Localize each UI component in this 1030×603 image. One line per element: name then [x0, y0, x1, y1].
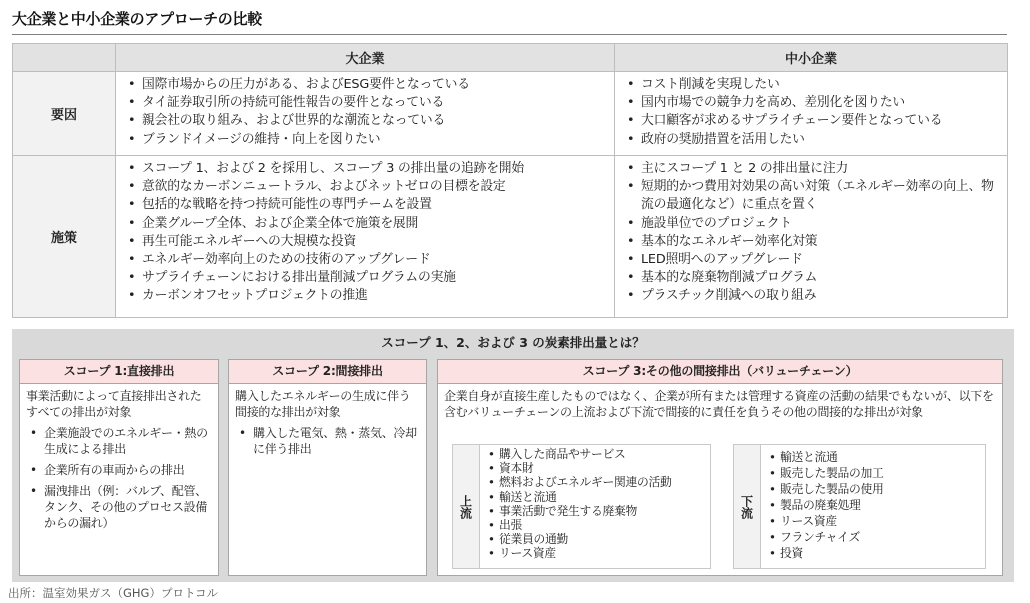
list-item: • 輸送と流通 [499, 490, 704, 504]
scope3-heading: スコープ 3:その他の間接排出（バリューチェーン） [438, 360, 1002, 384]
source-note: 出所：温室効果ガス（GHG）プロトコル [8, 586, 219, 600]
drivers-sme-list [621, 76, 1001, 149]
list-item: • 大口顧客が求めるサプライチェーン要件となっている [641, 112, 1001, 130]
scope1-list [20, 425, 218, 531]
list-item: • 購入した商品やサービス [499, 447, 704, 461]
scope1-card [19, 359, 219, 576]
list-item: • ブランドイメージの維持・向上を図りたい [142, 131, 608, 149]
list-item: • 企業施設でのエネルギー・熱の生成による排出 [44, 425, 212, 457]
table-row-drivers [13, 72, 1008, 156]
list-item: • 企業グループ全体、および企業全体で施策を展開 [142, 215, 608, 233]
list-item: • 国際市場からの圧力がある、およびESG要件となっている [142, 76, 608, 94]
downstream-box [733, 444, 986, 569]
list-item: • 包括的な戦略を持つ持続可能性の専門チームを設置 [142, 196, 608, 214]
list-item: • 国内市場での競争力を高め、差別化を図りたい [641, 94, 1001, 112]
list-item: • コスト削減を実現したい [641, 76, 1001, 94]
measures-large-list [122, 160, 608, 306]
measures-sme-cell [615, 156, 1008, 318]
list-item: • プラスチック削減への取り組み [641, 287, 1001, 305]
list-item: • 購入した電気、熱・蒸気、冷却に伴う排出 [253, 425, 420, 457]
list-item: • 燃料およびエネルギー関連の活動 [499, 475, 704, 489]
list-item: • 販売した製品の使用 [780, 481, 979, 497]
header-sme: 中小企業 [615, 44, 1008, 72]
list-item: • 施設単位でのプロジェクト [641, 215, 1001, 233]
row-label-measures: 施策 [13, 156, 116, 318]
list-item: • LED照明へのアップグレード [641, 251, 1001, 269]
list-item: • 短期的かつ費用対効果の高い対策（エネルギー効率の向上、物流の最適化など）に重点を置く [641, 178, 1001, 214]
list-item: • サプライチェーンにおける排出量削減プログラムの実施 [142, 269, 608, 287]
list-item: • エネルギー効率向上のための技術のアップグレード [142, 251, 608, 269]
measures-sme-list [621, 160, 1001, 306]
list-item: • 主にスコープ 1 と 2 の排出量に注力 [641, 160, 1001, 178]
list-item: • 販売した製品の加工 [780, 465, 979, 481]
list-item: • 出張 [499, 518, 704, 532]
upstream-list [453, 445, 710, 561]
scope2-description: 購入したエネルギーの生成に伴う間接的な排出が対象 [235, 389, 411, 419]
list-item: • 基本的な廃棄物削減プログラム [641, 269, 1001, 287]
list-item: • リース資産 [499, 546, 704, 560]
drivers-large-cell [116, 72, 615, 156]
measures-large-cell [116, 156, 615, 318]
list-item: • 漏洩排出（例：バルブ、配管、タンク、その他のプロセス設備からの漏れ） [44, 483, 212, 531]
list-item: • 投資 [780, 545, 979, 561]
scope2-heading: スコープ 2:間接排出 [229, 360, 426, 384]
drivers-sme-cell [615, 72, 1008, 156]
header-corner [13, 44, 116, 72]
title-divider [12, 34, 1007, 35]
list-item: • 意欲的なカーボンニュートラル、およびネットゼロの目標を設定 [142, 178, 608, 196]
list-item: • 事業活動で発生する廃棄物 [499, 504, 704, 518]
list-item: • タイ証券取引所の持続可能性報告の要件となっている [142, 94, 608, 112]
list-item: • 再生可能エネルギーへの大規模な投資 [142, 233, 608, 251]
page-title: 大企業と中小企業のアプローチの比較 [12, 10, 262, 28]
scope2-card [228, 359, 427, 576]
header-large: 大企業 [116, 44, 615, 72]
drivers-large-list [122, 76, 608, 149]
list-item: • 企業所有の車両からの排出 [44, 462, 212, 478]
downstream-list [734, 445, 985, 561]
list-item: • 親会社の取り組み、および世界的な潮流となっている [142, 112, 608, 130]
list-item: • リース資産 [780, 513, 979, 529]
table-header-row [13, 44, 1008, 72]
scope1-description: 事業活動によって直接排出されたすべての排出が対象 [26, 389, 202, 419]
scope3-description: 企業自身が直接生産したものではなく、企業が所有または管理する資産の活動の結果でもないが、以下を含むバリューチェーンの上流および下流で間接的に責任を負うその他の間接的な排出が対象 [444, 389, 994, 419]
comparison-table [12, 43, 1008, 318]
list-item: • 基本的なエネルギー効率化対策 [641, 233, 1001, 251]
list-item: • 従業員の通勤 [499, 532, 704, 546]
upstream-label: 上流 [453, 445, 480, 568]
upstream-box [452, 444, 711, 569]
list-item: • スコープ 1、および 2 を採用し、スコープ 3 の排出量の追跡を開始 [142, 160, 608, 178]
list-item: • 政府の奨励措置を活用したい [641, 131, 1001, 149]
list-item: • 資本財 [499, 461, 704, 475]
table-row-measures [13, 156, 1008, 318]
list-item: • 輸送と流通 [780, 449, 979, 465]
scope1-heading: スコープ 1:直接排出 [20, 360, 218, 384]
downstream-label: 下流 [734, 445, 761, 568]
list-item: • カーボンオフセットプロジェクトの推進 [142, 287, 608, 305]
list-item: • 製品の廃棄処理 [780, 497, 979, 513]
scope-panel-title: スコープ 1、2、および 3 の炭素排出量とは？ [381, 335, 645, 350]
list-item: • フランチャイズ [780, 529, 979, 545]
row-label-drivers: 要因 [13, 72, 116, 156]
scope2-list [229, 425, 426, 457]
